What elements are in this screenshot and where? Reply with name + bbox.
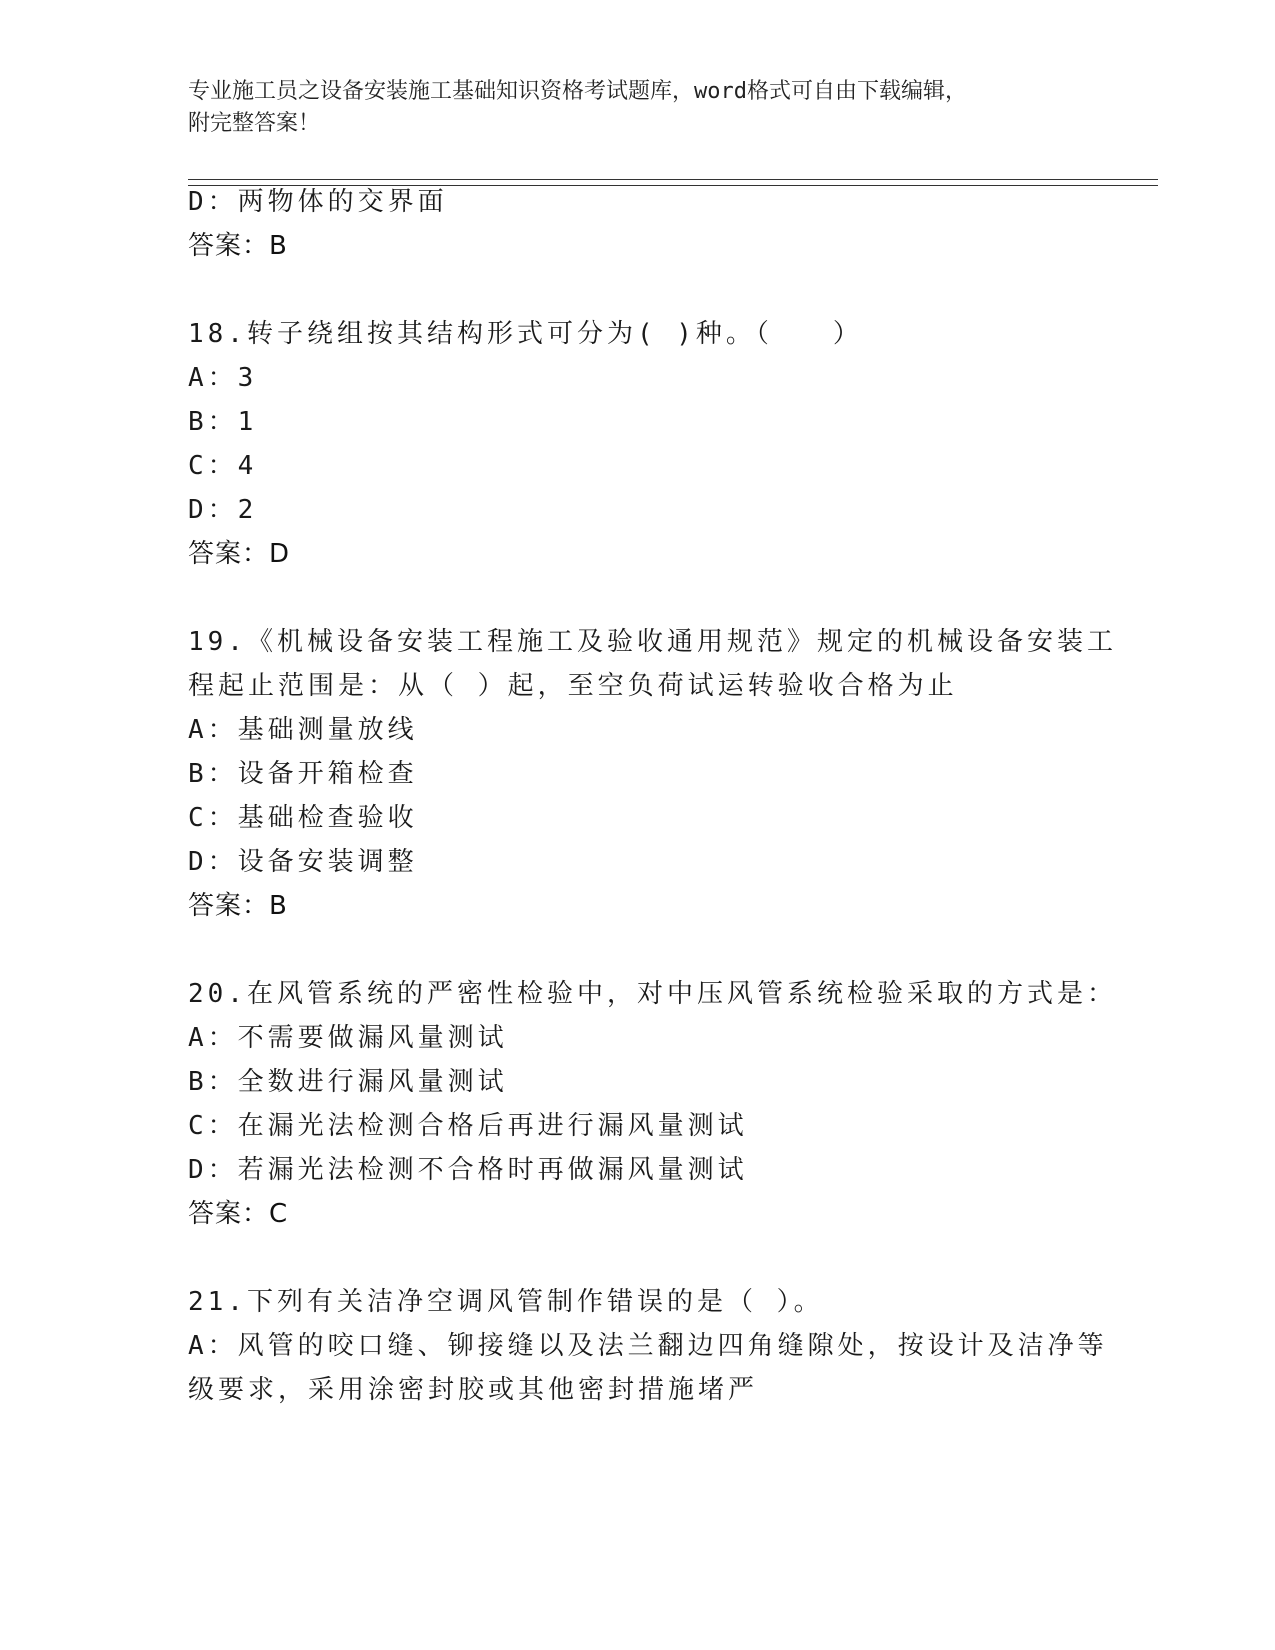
prev-option-d: D：两物体的交界面 xyxy=(188,187,448,217)
q18-option-d: D：2 xyxy=(188,495,258,525)
q18-option-c: C：4 xyxy=(188,451,258,481)
q21-option-a-line-1: A：风管的咬口缝、铆接缝以及法兰翻边四角缝隙处，按设计及洁净等 xyxy=(188,1331,1108,1361)
q19-option-a: A：基础测量放线 xyxy=(188,715,418,745)
q19-option-d: D：设备安装调整 xyxy=(188,847,418,877)
q19-option-c: C：基础检查验收 xyxy=(188,803,418,833)
q20-option-a: A：不需要做漏风量测试 xyxy=(188,1023,508,1053)
q18-answer: 答案：D xyxy=(188,539,291,569)
q20-answer: 答案：C xyxy=(188,1199,289,1229)
prev-answer: 答案：B xyxy=(188,231,288,261)
q18-stem: 18.转子绕组按其结构形式可分为( )种。（ ） xyxy=(188,319,863,349)
q20-stem: 20.在风管系统的严密性检验中，对中压风管系统检验采取的方式是： xyxy=(188,979,1117,1009)
q18-option-b: B：1 xyxy=(188,407,258,437)
q19-answer: 答案：B xyxy=(188,891,288,921)
q21-option-a-line-2: 级要求，采用涂密封胶或其他密封措施堵严 xyxy=(188,1375,759,1405)
q20-option-d: D：若漏光法检测不合格时再做漏风量测试 xyxy=(188,1155,748,1185)
q20-option-c: C：在漏光法检测合格后再进行漏风量测试 xyxy=(188,1111,748,1141)
q18-option-a: A：3 xyxy=(188,363,258,393)
q21-stem: 21.下列有关洁净空调风管制作错误的是（ ）。 xyxy=(188,1287,824,1317)
q19-option-b: B：设备开箱检查 xyxy=(188,759,418,789)
q19-stem-line-1: 19.《机械设备安装工程施工及验收通用规范》规定的机械设备安装工 xyxy=(188,627,1117,657)
page-header xyxy=(188,76,1078,140)
q19-stem-line-2: 程起止范围是：从（ ）起，至空负荷试运转验收合格为止 xyxy=(188,671,958,701)
q20-option-b: B：全数进行漏风量测试 xyxy=(188,1067,508,1097)
header-divider xyxy=(188,179,1158,186)
header-line-2: 附完整答案！ xyxy=(188,111,321,136)
header-line-1: 专业施工员之设备安装施工基础知识资格考试题库，word格式可自由下载编辑， xyxy=(188,79,967,104)
